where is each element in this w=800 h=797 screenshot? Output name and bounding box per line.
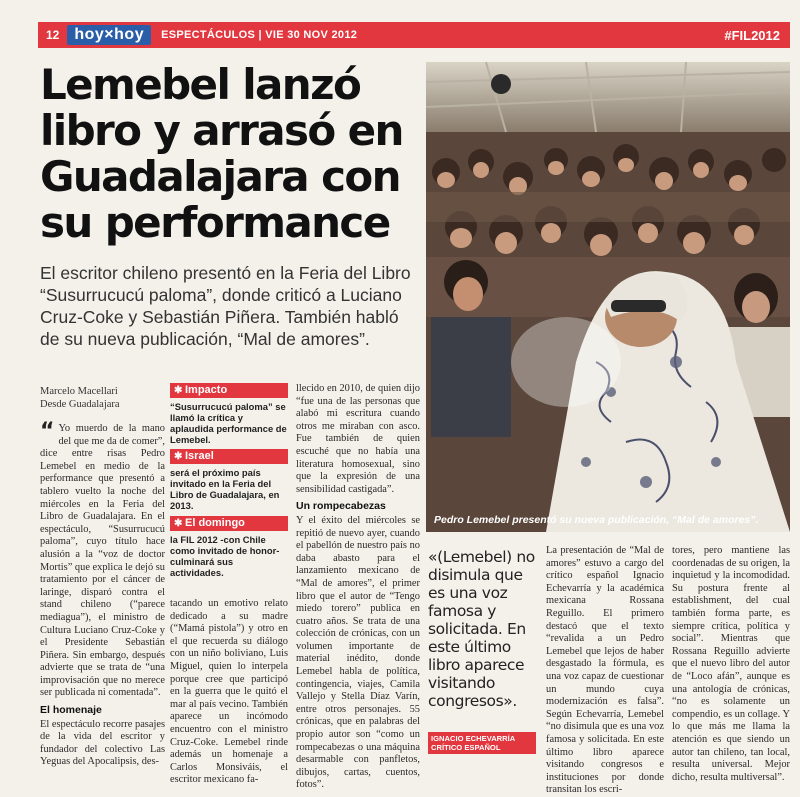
sidebar-title <box>170 449 288 464</box>
sidebar-body: será el próximo país invitado en la Feria del Libro de Guadalajara, en 2013. <box>170 467 280 511</box>
section-date: ESPECTÁCULOS | VIE 30 NOV 2012 <box>161 29 358 41</box>
sidebar-title <box>170 516 288 531</box>
sidebar-title-text: Israel <box>185 450 214 462</box>
sidebar-body: la FIL 2012 -con Chile como invitado de honor- culminará sus actividades. <box>170 534 280 578</box>
page-number: 12 <box>46 28 60 42</box>
sidebar-body: “Susurrucucú paloma” se llamó la crítica y aplaudida performance de Lemebel. <box>170 401 287 445</box>
header-bar <box>38 22 790 48</box>
paragraph: El espectáculo recorre pasajes de la vida del escritor y fundador del colectivo Las Yeguas del Apocalipsis, des- <box>40 718 165 768</box>
dek: El escritor chileno presentó en la Feria del Libro “Susurrucucú paloma”, donde criticó a Luciano Cruz-Coke y Sebastián Piñera. También habló de su nueva publicación, “Mal de amores”. <box>40 263 411 349</box>
pull-quote: «(Lemebel) no disimula que es una voz famosa y solicitada. En este último libro aparece visitando congresos». <box>428 548 535 710</box>
byline-location: Desde Guadalajara <box>40 399 120 410</box>
article-column-3 <box>296 383 420 792</box>
paragraph: tores, pero mantiene las coordenadas de su origen, la inquietud y la incomodidad. Su postura frente al establishment, del cual también forma parte, es siempre crítica, política y social”. Mientras que Rossana Reguillo advierte que el nuevo libro del autor de “Loco afán”, aunque es una antología de crónicas, “no es solamente un compendio, es un collage. Y lo que más me llama la atención es que siendo un autor tan chileno, tan local, resulta universal. Mejor dicho, resulta multiversal”. <box>672 545 791 783</box>
byline <box>40 385 165 411</box>
sidebar-box-domingo <box>170 516 288 578</box>
article-column-5 <box>672 545 790 784</box>
sidebar-title <box>170 383 288 398</box>
sidebar-box-israel <box>170 449 288 511</box>
headline: Lemebel lanzó libro y arrasó en Guadalajara con su performance <box>40 60 403 247</box>
paragraph: Y el éxito del miércoles se repitió de nuevo ayer, cuando el pabellón de nuestro país no daba abasto para el lanzamiento mexicano de “Mal de amores”, el primer libro que el autor de “Tengo miedo torero” publica en cuatro años. Se trata de una colección de crónicas, con un volumen importante de material inédito, donde Lemebel habla de política, contingencia, viajes, Camila Vallejo y Stella Díaz Varín, entre otros personajes. 55 crónicas, que en palabras del propio autor son “como un rompecabezas o una máquina desarmable con panfletos, dibujos, cartas, cuentos, fotos”. <box>296 514 420 791</box>
newspaper-logo: hoy×hoy <box>67 25 151 45</box>
byline-author: Marcelo Macellari <box>40 386 118 397</box>
photo-caption: Pedro Lemebel presentó su nueva publicación, “Mal de amores”. <box>434 514 759 526</box>
article-column-1 <box>40 419 165 769</box>
subhead-homenaje: El homenaje <box>40 704 102 717</box>
star-icon: ✱ <box>174 451 183 462</box>
sidebar-title-text: El domingo <box>185 517 245 529</box>
pull-quote-attribution: IGNACIO ECHEVARRÍA CRÍTICO ESPAÑOL <box>428 732 536 754</box>
star-icon: ✱ <box>174 518 183 529</box>
paragraph: La presentación de “Mal de amores” estuvo a cargo del crítico español Ignacio Echevarría y la académica mexicana Rossana Reguillo. El primero destacó que el texto “revalida a un Pedro Lemebel que lejos de haber desgastado la fórmula, es una voz capaz de cuestionar un mundo cuya modernización es falsa”. Según Echevarría, Lemebel “no disimula que es una voz famosa y solicitada. En este último libro aparece visitando congresos e instituciones por donde transitan los escri- <box>546 545 664 796</box>
paragraph: tacando un emotivo relato dedicado a su madre (“Mamá pistola”) y otro en el que recuerda su diálogo con un niño boliviano, Luis Miguel, quien lo interpela porque cree que participó en la guerra que le quitó el mar al país vecino. También aparece un incómodo encuentro con el ministro Cruz-Coke. Lemebel rinde además un homenaje a Carlos Monsiváis, el escritor mexicano fa- <box>170 598 288 786</box>
article-photo <box>426 62 790 532</box>
article-column-4 <box>546 545 664 797</box>
hashtag: #FIL2012 <box>724 27 780 43</box>
opening-quote-mark: “ <box>40 419 55 444</box>
subhead-rompecabezas: Un rompecabezas <box>296 500 386 513</box>
sidebar-title-text: Impacto <box>185 384 228 396</box>
star-icon: ✱ <box>174 385 183 396</box>
paragraph: llecido en 2010, de quien dijo “fue una de las personas que alabó mi escritura cuando otros me miraban con asco. Fue también de quien escuché que no había una literatura homosexual, sino que la expresión de una sensibilidad castigada”. <box>296 383 420 495</box>
article-column-2 <box>170 598 288 787</box>
sidebar-box-impacto <box>170 383 288 445</box>
crowd-illustration <box>426 62 790 532</box>
paragraph: Yo muerdo de la mano del que me da de comer”, dice entre risas Pedro Lemebel en medio de la performance que presentó a tablero vuelto la noche del miércoles en la Feria del Libro de Guadalajara. En el espectáculo, “Susurrucucú paloma”, cuyo título hace alusión a la “voz de doctor Mortis” que explica le dejó su tratamiento por el cáncer de laringe, disparó contra el stand chileno (“parece mediagua”), el ministro de Cultura Luciano Cruz-Coke y el Presidente Sebastián Piñera. Sin embargo, después advierte que se trata de “una improvisación que no merece ser publicada ni comentada”. <box>40 423 165 699</box>
